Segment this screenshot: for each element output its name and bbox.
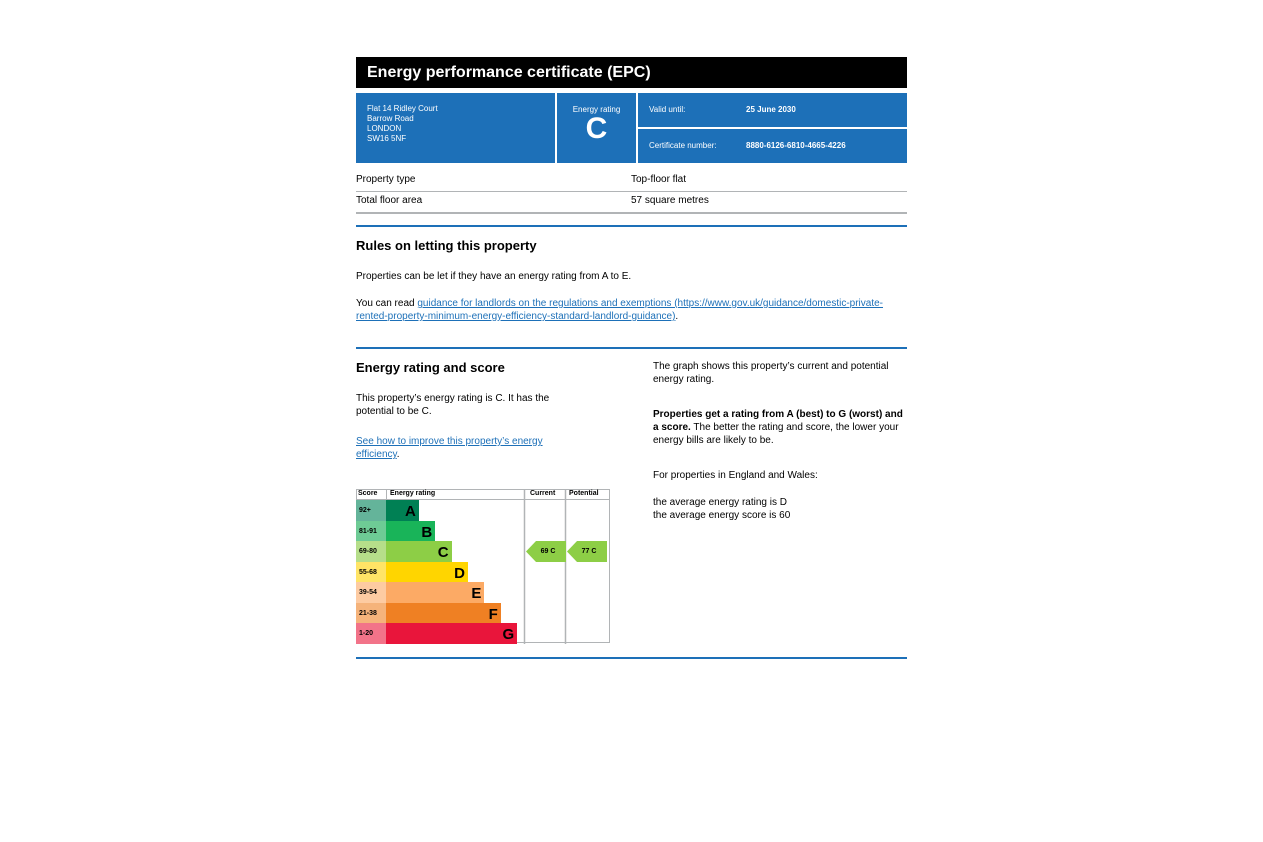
certificate-number-row xyxy=(638,129,907,163)
graph-description: The graph shows this property’s current and potential energy rating. xyxy=(653,361,889,385)
band-bar-b xyxy=(386,521,435,542)
band-bar-g xyxy=(386,623,517,644)
energy-rating-paragraph: This property’s energy rating is C. It has the potential to be C. xyxy=(356,393,550,417)
current-rating-label: 69 C xyxy=(540,548,556,555)
average-rating-text: the average energy rating is D xyxy=(653,497,787,508)
energy-rating-letter: C xyxy=(585,112,608,145)
property-address xyxy=(356,93,555,163)
address-line: LONDON xyxy=(367,124,402,133)
band-score-range: 69-80 xyxy=(356,541,386,562)
band-score-range: 55-68 xyxy=(356,562,386,583)
improve-efficiency-link[interactable]: See how to improve this property’s energy efficiency xyxy=(356,436,543,460)
band-letter: C xyxy=(437,544,449,561)
property-type-value: Top-floor flat xyxy=(631,174,687,185)
energy-rating-chart xyxy=(356,489,610,644)
certificate-number-label: Certificate number: xyxy=(649,141,717,150)
score-column-header: Score xyxy=(358,490,378,497)
floor-area-label: Total floor area xyxy=(356,195,423,206)
guidance-prefix: You can read xyxy=(356,298,418,309)
potential-column-header: Potential xyxy=(569,490,599,497)
summary-box xyxy=(356,93,907,163)
guidance-link[interactable]: guidance for landlords on the regulations and exemptions (https://www.gov.uk/guidance/domestic-private-rented-property-minimum-energy-efficiency-standard-landlord-guidance) xyxy=(356,298,883,322)
rules-section xyxy=(356,225,907,347)
band-letter: E xyxy=(471,585,482,602)
floor-area-row xyxy=(356,192,907,214)
current-column-header: Current xyxy=(530,490,556,497)
certificate-number-value: 8880-6126-6810-4665-4226 xyxy=(746,141,846,150)
rating-explanation-rest: The better the rating and score, the lower your energy bills are likely to be. xyxy=(653,422,899,446)
band-letter: A xyxy=(404,503,416,520)
valid-until-label: Valid until: xyxy=(649,105,686,114)
valid-until-row xyxy=(638,93,907,127)
band-bar-e xyxy=(386,582,484,603)
guidance-suffix: . xyxy=(675,311,679,322)
band-letter: B xyxy=(421,523,433,541)
potential-rating-label: 77 C xyxy=(581,548,597,555)
rating-explanation xyxy=(653,408,907,447)
address-line: SW16 5NF xyxy=(367,134,407,143)
average-score-text: the average energy score is 60 xyxy=(653,510,791,521)
valid-until-value: 25 June 2030 xyxy=(746,105,796,114)
energy-rating-heading: Energy rating and score xyxy=(356,360,505,375)
address-line: Barrow Road xyxy=(367,114,414,123)
band-bar-f xyxy=(386,603,501,624)
rules-heading: Rules on letting this property xyxy=(356,238,537,253)
epc-certificate xyxy=(356,57,907,659)
band-bar-a xyxy=(386,500,419,521)
band-letter: G xyxy=(502,626,515,643)
band-score-range: 1-20 xyxy=(356,623,386,644)
band-score-range: 92+ xyxy=(356,500,386,521)
address-line: Flat 14 Ridley Court xyxy=(367,104,438,113)
band-bar-d xyxy=(386,562,468,583)
band-bar-c xyxy=(386,541,452,562)
property-type-label: Property type xyxy=(356,174,416,185)
england-wales-text: For properties in England and Wales: xyxy=(653,470,818,481)
band-letter: D xyxy=(454,564,465,582)
potential-rating-arrow xyxy=(567,541,607,562)
band-letter: F xyxy=(488,605,498,623)
band-score-range: 21-38 xyxy=(356,603,386,624)
energy-rating-box xyxy=(557,93,636,163)
improve-paragraph xyxy=(356,435,586,461)
rating-column-header: Energy rating xyxy=(390,490,436,497)
improve-suffix: . xyxy=(396,449,400,460)
floor-area-value: 57 square metres xyxy=(631,195,709,206)
rating-explanation-bold: Properties get a rating from A (best) to G (worst) and a score. xyxy=(653,409,903,433)
rules-guidance-paragraph xyxy=(356,297,907,323)
band-score-range: 39-54 xyxy=(356,582,386,603)
section-divider xyxy=(356,657,907,659)
page-title: Energy performance certificate (EPC) xyxy=(356,57,907,88)
property-type-row xyxy=(356,171,907,192)
property-details xyxy=(356,171,907,214)
rules-paragraph: Properties can be let if they have an energy rating from A to E. xyxy=(356,271,632,282)
energy-rating-label: Energy rating xyxy=(572,105,621,114)
energy-rating-section xyxy=(356,347,907,659)
current-rating-arrow xyxy=(526,541,566,562)
band-score-range: 81-91 xyxy=(356,521,386,542)
